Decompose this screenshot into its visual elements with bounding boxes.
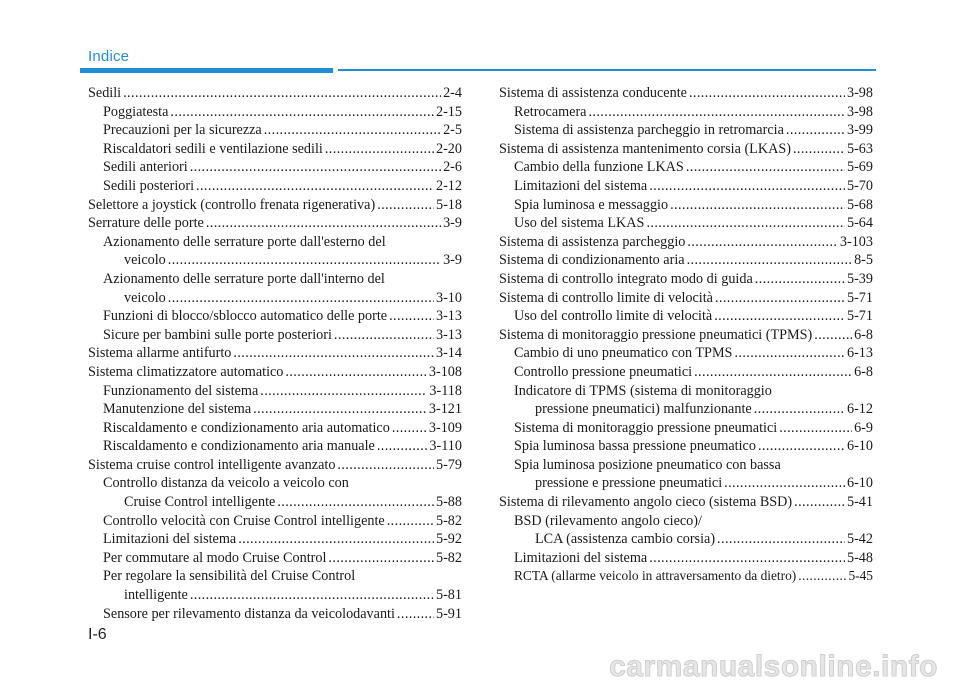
index-entry-label: Selettore a joystick (controllo frenata rigenerativa) xyxy=(88,196,376,213)
dot-leader xyxy=(779,419,852,438)
index-subentry xyxy=(88,177,462,196)
index-entry-label: Sedili anteriori xyxy=(103,159,188,176)
watermark: carmanualsonline.info xyxy=(609,650,938,683)
header-rule xyxy=(338,69,876,71)
index-subentry xyxy=(88,512,462,531)
index-entry-label-line1: BSD (rilevamento angolo cieco)/ xyxy=(514,512,702,529)
index-column-right xyxy=(499,84,873,586)
index-subentry xyxy=(499,307,873,326)
index-page-ref: 5-48 xyxy=(846,549,873,566)
index-page-ref: 5-63 xyxy=(846,140,873,157)
index-page-ref: 3-98 xyxy=(846,85,873,101)
index-page-ref: 5-92 xyxy=(435,531,462,548)
index-subentry xyxy=(88,289,462,308)
dot-leader xyxy=(334,326,434,345)
index-subentry xyxy=(499,437,873,456)
index-subentry xyxy=(88,549,462,568)
dot-leader xyxy=(387,512,434,531)
index-subentry xyxy=(88,419,462,438)
index-subentry xyxy=(88,605,462,624)
dot-leader xyxy=(170,103,434,122)
index-page-ref: 5-88 xyxy=(435,494,462,511)
dot-leader xyxy=(646,214,845,233)
index-entry-label-line1: Azionamento delle serrature porte dall'esterno del xyxy=(103,233,386,250)
index-entry-label: Controllo velocità con Cruise Control intelligente xyxy=(103,512,385,529)
index-page-ref: 3-103 xyxy=(839,233,873,250)
index-subentry xyxy=(88,103,462,122)
index-entry-label: Funzionamento del sistema xyxy=(103,382,259,399)
index-page-ref: 3-108 xyxy=(428,363,462,380)
dot-leader xyxy=(687,251,853,270)
dot-leader xyxy=(715,289,845,308)
index-subentry xyxy=(88,400,462,419)
index-entry-label: Per commutare al modo Cruise Control xyxy=(103,549,327,566)
dot-leader xyxy=(755,270,845,289)
index-entry-label: Controllo pressione pneumatici xyxy=(514,363,693,380)
index-page-ref: 2-6 xyxy=(443,159,462,176)
dot-leader xyxy=(238,530,434,549)
index-page-ref: 3-9 xyxy=(443,215,462,232)
index-page-ref: 5-42 xyxy=(846,531,873,548)
index-entry-label: Sistema climatizzatore automatico xyxy=(88,363,284,380)
index-subentry xyxy=(499,419,873,438)
dot-leader xyxy=(670,196,845,215)
dot-leader xyxy=(734,344,845,363)
index-entry xyxy=(88,344,462,363)
index-entry-label: Sistema cruise control intelligente avanzato xyxy=(88,456,336,473)
index-entry-label-line1: Indicatore di TPMS (sistema di monitoraggio xyxy=(514,382,772,399)
dot-leader xyxy=(233,344,434,363)
index-page-ref: 6-9 xyxy=(854,419,873,436)
dot-leader xyxy=(264,121,441,140)
page-number: I-6 xyxy=(88,626,107,643)
index-subentry xyxy=(88,326,462,345)
index-page-ref: 5-69 xyxy=(846,159,873,176)
index-entry-label: Limitazioni del sistema xyxy=(103,531,237,548)
index-page-ref: 8-5 xyxy=(854,252,873,269)
dot-leader xyxy=(190,586,434,605)
index-entry-label: Sedili posteriori xyxy=(103,177,195,194)
index-entry-label: intelligente xyxy=(124,587,188,604)
index-subentry xyxy=(499,530,873,549)
dot-leader xyxy=(285,363,426,382)
index-page-ref: 2-20 xyxy=(435,140,462,157)
index-page-ref: 6-13 xyxy=(846,345,873,362)
index-page-ref: 3-98 xyxy=(846,103,873,120)
dot-leader xyxy=(377,437,428,456)
dot-leader xyxy=(724,474,845,493)
dot-leader xyxy=(794,493,845,512)
index-entry-label: Sistema di monitoraggio pressione pneumatici (TPMS) xyxy=(499,326,813,343)
index-entry-label: Sistema di controllo limite di velocità xyxy=(499,289,713,306)
index-page-ref: 5-91 xyxy=(435,605,462,622)
index-entry-label: Sedili xyxy=(88,85,122,101)
index-entry xyxy=(499,289,873,308)
index-entry xyxy=(88,196,462,215)
index-subentry xyxy=(88,586,462,605)
index-entry xyxy=(499,493,873,512)
index-entry-label: Cruise Control intelligente xyxy=(124,494,276,511)
dot-leader xyxy=(798,567,846,586)
index-page-ref: 5-71 xyxy=(846,308,873,325)
dot-leader xyxy=(260,382,427,401)
index-entry-label: Sensore per rilevamento distanza da veicolodavanti xyxy=(103,605,395,622)
index-subentry xyxy=(88,493,462,512)
index-page-ref: 5-45 xyxy=(848,568,873,584)
dot-leader xyxy=(793,140,845,159)
index-entry-label: Precauzioni per la sicurezza xyxy=(103,122,262,139)
index-page-ref: 6-8 xyxy=(854,326,873,343)
index-entry xyxy=(88,84,462,103)
index-entry-label: Cambio di uno pneumatico con TPMS xyxy=(514,345,733,362)
index-page-ref: 5-82 xyxy=(435,549,462,566)
dot-leader xyxy=(754,400,845,419)
index-subentry xyxy=(88,307,462,326)
dot-leader xyxy=(786,121,845,140)
index-entry-label: Uso del sistema LKAS xyxy=(514,215,645,232)
dot-leader xyxy=(196,177,434,196)
index-subentry xyxy=(88,382,462,401)
index-entry-label: Poggiatesta xyxy=(103,103,169,120)
index-page-ref: 5-81 xyxy=(435,587,462,604)
index-page-ref: 5-41 xyxy=(846,494,873,511)
index-page-ref: 5-82 xyxy=(435,512,462,529)
index-entry-label: Cambio della funzione LKAS xyxy=(514,159,684,176)
index-subentry xyxy=(499,158,873,177)
dot-leader xyxy=(168,251,441,270)
index-subentry xyxy=(499,196,873,215)
dot-leader xyxy=(325,140,434,159)
index-page-ref: 3-14 xyxy=(435,345,462,362)
index-page-ref: 5-18 xyxy=(435,196,462,213)
dot-leader xyxy=(714,307,845,326)
index-subentry xyxy=(499,344,873,363)
index-entry xyxy=(499,251,873,270)
index-entry-label: Serrature delle porte xyxy=(88,215,204,232)
dot-leader xyxy=(814,326,852,345)
index-entry xyxy=(499,326,873,345)
index-entry-label-line1: Controllo distanza da veicolo a veicolo con xyxy=(103,475,349,492)
index-entry-label: Sistema di monitoraggio pressione pneumatici xyxy=(514,419,778,436)
index-entry-label: Spia luminosa bassa pressione pneumatico xyxy=(514,438,756,455)
index-entry xyxy=(499,140,873,159)
index-entry xyxy=(499,84,873,103)
index-page-ref: 3-110 xyxy=(429,438,462,455)
index-entry-label: Sicure per bambini sulle porte posteriori xyxy=(103,326,332,343)
index-subentry xyxy=(88,121,462,140)
dot-leader xyxy=(686,158,845,177)
dot-leader xyxy=(377,196,434,215)
header-accent-bar xyxy=(80,68,333,73)
index-subentry xyxy=(88,158,462,177)
index-subentry xyxy=(88,437,462,456)
dot-leader xyxy=(206,214,441,233)
index-entry-label-line1: Per regolare la sensibilità del Cruise Control xyxy=(103,568,356,585)
dot-leader xyxy=(328,549,434,568)
index-page-ref: 3-9 xyxy=(443,252,462,269)
index-subentry xyxy=(499,400,873,419)
index-entry-label: pressione pneumatici) malfunzionante xyxy=(535,401,752,418)
index-entry-label: Sistema di assistenza mantenimento corsia (LKAS) xyxy=(499,140,791,157)
index-entry-label: Spia luminosa e messaggio xyxy=(514,196,669,213)
index-entry-label: Sistema di condizionamento aria xyxy=(499,252,685,269)
index-entry-label: Limitazioni del sistema xyxy=(514,177,648,194)
index-subentry xyxy=(499,363,873,382)
index-entry-label: Riscaldamento e condizionamento aria manuale xyxy=(103,438,375,455)
index-page-ref: 3-99 xyxy=(846,122,873,139)
index-entry-label-line1: Spia luminosa posizione pneumatico con bassa xyxy=(514,456,781,473)
index-page-ref: 3-13 xyxy=(435,326,462,343)
dot-leader xyxy=(397,605,434,624)
index-page-ref: 6-10 xyxy=(846,475,873,492)
index-page-ref: 5-79 xyxy=(435,456,462,473)
index-entry-label-line1: Azionamento delle serrature porte dall'interno del xyxy=(103,270,385,287)
index-entry-label: Manutenzione del sistema xyxy=(103,401,252,418)
index-page-ref: 3-10 xyxy=(435,289,462,306)
index-page-ref: 6-8 xyxy=(854,363,873,380)
index-page-ref: 2-4 xyxy=(443,85,462,101)
index-subentry xyxy=(499,121,873,140)
index-entry-label: Sistema di rilevamento angolo cieco (sistema BSD) xyxy=(499,494,793,511)
index-entry-label: Limitazioni del sistema xyxy=(514,549,648,566)
index-subentry xyxy=(88,251,462,270)
index-page-ref: 6-10 xyxy=(846,438,873,455)
dot-leader xyxy=(277,493,434,512)
section-title: Indice xyxy=(88,48,130,65)
dot-leader xyxy=(687,233,838,252)
dot-leader xyxy=(694,363,852,382)
index-column-left xyxy=(88,84,462,623)
index-subentry xyxy=(499,214,873,233)
index-page-ref: 6-12 xyxy=(846,401,873,418)
index-subentry xyxy=(499,177,873,196)
index-page-ref: 5-68 xyxy=(846,196,873,213)
index-page-ref: 2-5 xyxy=(443,122,462,139)
index-page-ref: 5-39 xyxy=(846,270,873,287)
index-page-ref: 5-71 xyxy=(846,289,873,306)
index-page-ref: 2-15 xyxy=(435,103,462,120)
index-subentry xyxy=(88,140,462,159)
index-subentry xyxy=(499,567,873,586)
index-entry-label: Uso del controllo limite di velocità xyxy=(514,308,713,325)
dot-leader xyxy=(392,419,427,438)
index-entry-label: Riscaldatori sedili e ventilazione sedili xyxy=(103,140,323,157)
index-entry xyxy=(499,233,873,252)
dot-leader xyxy=(253,400,427,419)
dot-leader xyxy=(717,530,845,549)
index-page-ref: 3-13 xyxy=(435,308,462,325)
dot-leader xyxy=(389,307,434,326)
index-entry-label: veicolo xyxy=(124,252,166,269)
index-entry xyxy=(88,363,462,382)
index-subentry xyxy=(499,549,873,568)
index-entry-label: RCTA (allarme veicolo in attraversamento da dietro) xyxy=(514,568,797,584)
dot-leader xyxy=(337,456,434,475)
dot-leader xyxy=(190,158,441,177)
index-entry-label: Sistema di controllo integrato modo di guida xyxy=(499,270,753,287)
index-subentry xyxy=(499,474,873,493)
index-entry-label: Sistema di assistenza parcheggio in retromarcia xyxy=(514,122,784,139)
dot-leader xyxy=(649,549,845,568)
index-entry-label: Retrocamera xyxy=(514,103,587,120)
index-entry-label: veicolo xyxy=(124,289,166,306)
dot-leader xyxy=(168,289,434,308)
index-page-ref: 5-64 xyxy=(846,215,873,232)
dot-leader xyxy=(123,84,441,103)
index-entry xyxy=(88,456,462,475)
index-page-ref: 3-121 xyxy=(428,401,462,418)
index-page-ref: 2-12 xyxy=(435,177,462,194)
index-entry-label: Funzioni di blocco/sblocco automatico delle porte xyxy=(103,308,388,325)
index-entry-label: Sistema di assistenza conducente xyxy=(499,85,687,101)
dot-leader xyxy=(649,177,845,196)
index-entry-label: Sistema di assistenza parcheggio xyxy=(499,233,686,250)
dot-leader xyxy=(758,437,845,456)
index-page-ref: 3-118 xyxy=(429,382,462,399)
index-entry-label: Sistema allarme antifurto xyxy=(88,345,232,362)
index-subentry xyxy=(88,530,462,549)
index-subentry xyxy=(499,103,873,122)
index-entry xyxy=(88,214,462,233)
dot-leader xyxy=(588,103,845,122)
index-page-ref: 5-70 xyxy=(846,177,873,194)
index-entry xyxy=(499,270,873,289)
index-entry-label: LCA (assistenza cambio corsia) xyxy=(535,531,716,548)
index-page-ref: 3-109 xyxy=(428,419,462,436)
dot-leader xyxy=(689,84,845,103)
index-entry-label: Riscaldamento e condizionamento aria automatico xyxy=(103,419,390,436)
index-entry-label: pressione e pressione pneumatici xyxy=(535,475,723,492)
